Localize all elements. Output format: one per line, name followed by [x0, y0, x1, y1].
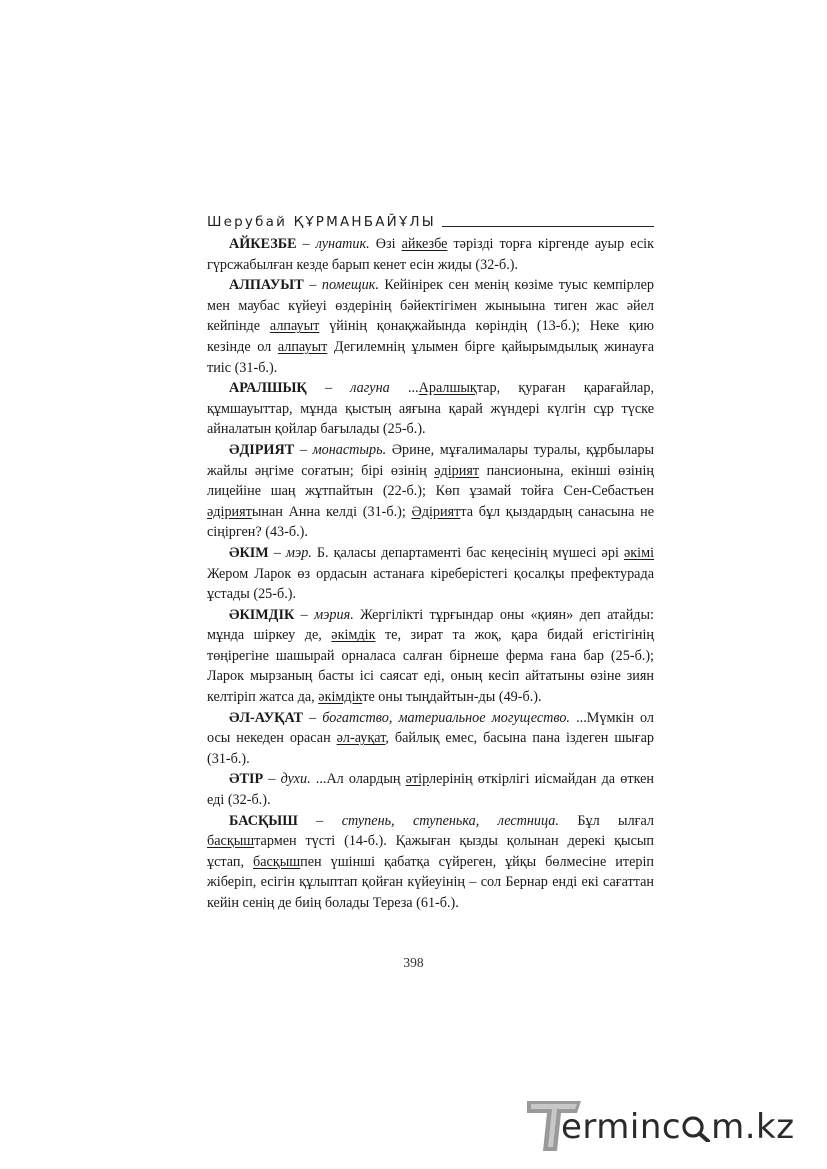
entry-term: ӘКІМ [229, 544, 269, 561]
dictionary-body [207, 234, 654, 914]
term-usage: әл-ауқат [336, 730, 386, 747]
russian-equivalent: монастырь. [312, 441, 387, 458]
dictionary-entry: ӘТІР – духи. ...Ал олардың әтірлерінің өткірлігі иісмайдан да өткен еді (32-б.). [207, 771, 654, 809]
entry-term: АЛПАУЫТ [229, 277, 304, 294]
term-usage: әдірият [207, 503, 252, 520]
entry-term: АЙКЕЗБЕ [229, 236, 297, 252]
dictionary-entry: АРАЛШЫҚ – лагуна ...Аралшықтар, қураған қарағайлар, құмшауыттар, мұнда қыстың аяғына қарай жүндері күлгін сұр түске айналатын қойлар бағылады (25-б.). [207, 380, 654, 438]
header-rule [442, 226, 654, 227]
term-usage: әтір [405, 771, 429, 788]
entry-term: ӘЛ-АУҚАТ [229, 709, 303, 726]
entry-term: ӘКІМДІК [229, 606, 295, 623]
term-usage: әкімдік [318, 689, 363, 706]
dictionary-entry: ӘКІМ – мэр. Б. қаласы департаменті бас кеңесінің мүшесі әрі әкімі Жером Ларок өз ордасын астанаға кіреберістегі қосалқы префектурада ұстады (25-б.). [207, 544, 655, 603]
term-usage: әкімдік [331, 627, 376, 644]
term-usage: алпауыт [269, 318, 320, 335]
dictionary-entry: ӘЛ-АУҚАТ – богатство, материальное могущество. ...Мүмкін ол осы некеден орасан әл-ауқат, байлық емес, басына пана іздеген шығар (31-б.). [207, 709, 654, 767]
dictionary-entry: АЙКЕЗБЕ – лунатик. Өзі айкезбе тәрізді торға кіргенде ауыр есік гүрсжабылған кезде барып кенет есін жиды (32-б.). [207, 236, 655, 273]
russian-equivalent: лагуна [350, 380, 390, 397]
entry-term: ӘТІР [229, 771, 264, 788]
russian-equivalent: помещик. [321, 277, 379, 294]
dictionary-entry: АЛПАУЫТ – помещик. Кейінірек сен менің көзіме туыс кемпірлер мен маубас күйеуі өздерінің бәйектігімен жыныына тиген жас әйел кейпінде алпауыт үйінің қонақжайында көріндің (13-б.); Неке қию кезінде ол алпауыт Дегилемнің ұлымен бірге қайырымдылық жинауға тиіс (31-б.). [207, 277, 654, 376]
term-usage: Әдірият [411, 503, 461, 520]
running-header [207, 208, 654, 230]
magnifier-icon [681, 1114, 711, 1142]
termincom-logo[interactable] [527, 1095, 817, 1155]
entry-term: АРАЛШЫҚ [229, 380, 307, 397]
term-usage: алпауыт [277, 338, 328, 355]
author-name: Шерубай ҚҰРМАНБАЙҰЛЫ [207, 214, 436, 230]
russian-equivalent: мэрия. [314, 606, 354, 623]
term-usage: Аралшық [418, 380, 477, 397]
dictionary-entry: ӘКІМДІК – мэрия. Жергілікті тұрғындар оны «қиян» деп атайды: мұнда шіркеу де, әкімдік те, зират та жоқ, қара бидай егістігінің төңірегіне шашырай орналаса салған бірнеше ферма ғана бар (25-б.); Ларок мырзаның басты ісі саясат еді, оның кесіп айтатыны өзіне зиян келтіріп жатса да, әкімдікте оны тыңдайтын-ды (49-б.). [207, 606, 654, 706]
term-usage: әкімі [623, 544, 655, 561]
dictionary-entry: БАСҚЫШ – ступень, ступенька, лестница. Бұл ылғал басқыштармен түсті (14-б.). Қажыған қызды қолынан дерекі қысып ұстап, басқышпен үшінші қабатқа сүйреген, ұйқы бөлмесіне итеріп жіберіп, есігін құлыптап қойған күйеуінің – сол Бернар енді екі сағаттан кейін сенің де биің болады Тереза (61-б.). [207, 812, 654, 911]
term-usage: басқыш [207, 833, 255, 850]
logo-text: erminc m.kz [561, 1107, 795, 1147]
term-usage: басқыш [252, 853, 301, 870]
russian-equivalent: ступень, ступенька, лестница. [341, 812, 559, 829]
russian-equivalent: мэр. [285, 544, 312, 561]
page-number: 398 [403, 955, 424, 970]
entry-term: ӘДІРИЯТ [229, 441, 295, 458]
dictionary-entry: ӘДІРИЯТ – монастырь. Әрине, мұғалималары туралы, құрбылары жайлы әңгіме соғатын; бірі өзінің әдірият пансионына, екінші өзінің лицейіне шаң жұтпайтын (22-б.); Көп ұзамай тойға Сен-Себастьен әдіриятынан Анна келді (31-б.); Әдіриятта бұл қыздардың санасына не сіңірген? (43-б.). [207, 441, 655, 541]
term-usage: айкезбе [401, 236, 448, 252]
russian-equivalent: лунатик. [315, 236, 370, 252]
entry-term: БАСҚЫШ [229, 812, 298, 829]
term-usage: әдірият [434, 462, 480, 479]
russian-equivalent: духи. [280, 771, 311, 788]
russian-equivalent: богатство, материальное могущество. [322, 709, 570, 726]
